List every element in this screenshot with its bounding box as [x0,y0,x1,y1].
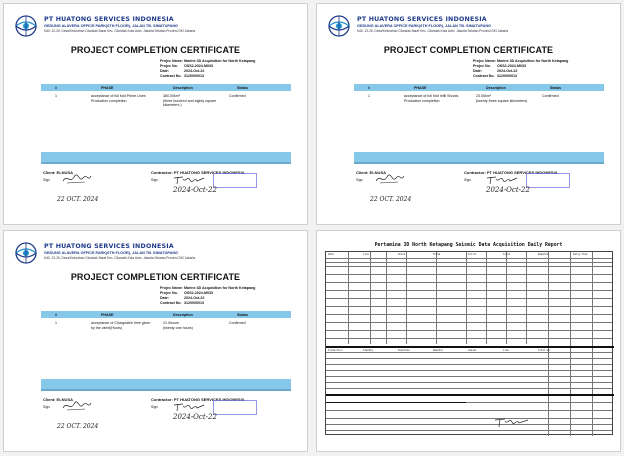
meta-key: Projec No. [160,64,178,68]
table-row [41,91,291,111]
company-name: PT HUATONG SERVICES INDONESIA [357,16,487,23]
col-description: Description [486,85,506,90]
report-cell-label: Remarks [538,253,549,256]
meta-value: Marine 3D Acquisition for North Ketapang [184,59,256,63]
report-cell-label: Crew [503,349,509,352]
report-cell-label: Line [363,253,369,256]
company-logo-icon [14,14,38,38]
meta-value: OSS2-2024-M033 [497,64,526,68]
report-cell-label: Shots [398,253,406,256]
project-meta [160,59,255,79]
table-footer-band [354,152,604,162]
company-address-line2: KAV. 22-26, Desa/Kelurahan Cilandak Barat Kec. Cilandak,Kota Adm. Jakarta Selatan,Provinsi DKI Jakarta [44,256,196,260]
company-address-line1: GEDUNG ALAVERA OFFICE PARK(6TH FLOOR), JALAN TB. SIMATUPANG [357,24,492,28]
col-phase: PHASE [414,85,427,90]
daily-report-page [316,230,621,452]
grid-line [370,252,371,344]
letterhead [44,243,294,260]
meta-value: 3120000013 [184,74,204,78]
row-no: 1 [368,94,370,98]
client-signature-scribble [61,400,93,412]
row-no: 1 [55,321,57,325]
company-stamp [213,400,257,415]
report-cell-label: Daily Time [573,253,588,256]
client-handwritten-date: 22 OCT. 2024 [57,423,99,430]
grid-band [326,346,614,348]
meta-key: Date: [160,296,169,300]
contractor-signature-scribble [173,173,207,185]
company-name: PT HUATONG SERVICES INDONESIA [44,243,174,250]
report-title: Pertamina 3D North Ketapang Seismic Data Acquisition Daily Report [374,243,563,248]
report-cell-label: Prime [433,253,441,256]
table-footer-line [41,389,291,391]
certificate-title: PROJECT COMPLETION CERTIFICATE [70,45,241,55]
table-header [41,311,291,318]
sign-label: Sign: [356,178,364,182]
col-no: # [368,85,370,90]
col-status: Status [550,85,561,90]
client-name: Client: ELNUSA [43,170,73,175]
contractor-signature-scribble [173,400,207,412]
col-no: # [55,312,57,317]
sign-label: Sign: [43,405,51,409]
meta-value: 3120000013 [184,301,204,305]
meta-key: Contract No. [160,301,182,305]
contractor-handwritten-date: 2024-Oct-22 [173,186,217,194]
col-no: # [55,85,57,90]
table-row [41,318,291,338]
client-signature-scribble [374,173,406,185]
report-table [325,251,613,435]
client-name: Client: ELNUSA [43,397,73,402]
contractor-name: Contractor: PT HUATONG SERVICES INDONESIA [151,170,245,175]
report-cell-label: Production [328,349,343,352]
row-no: 1 [55,94,57,98]
row-description: 23.00km² (twenty three square kilometers) [476,94,528,103]
grid-line [570,252,571,436]
certificate-page-3 [3,230,308,452]
project-meta [473,59,568,79]
contractor-signature-scribble [486,173,520,185]
grid-band [326,394,614,396]
contractor-name: Contractor: PT HUATONG SERVICES INDONESIA [464,170,558,175]
table-row [354,91,604,111]
contractor-handwritten-date: 2024-Oct-22 [173,413,217,421]
company-address-line2: KAV. 22-26, Desa/Kelurahan Cilandak Barat Kec. Cilandak,Kota Adm. Jakarta Selatan,Provinsi DKI Jakarta [44,29,196,33]
row-description: 380.00km² (three hundred and eighty square kilometers ) [163,94,217,107]
client-handwritten-date: 22 OCT. 2024 [370,196,412,203]
sign-label: Sign: [464,178,472,182]
meta-value: 2024-Oct-22 [184,296,205,300]
contractor-handwritten-date: 2024-Oct-22 [486,186,530,194]
client-signature-scribble [61,173,93,185]
meta-value: OSS2-2024-M033 [184,64,213,68]
col-status: Status [237,312,248,317]
table-footer-line [354,162,604,164]
grid-line [592,252,593,436]
report-cell-label: Vessel [468,349,477,352]
company-stamp [526,173,570,188]
phase-table [354,84,604,111]
report-cell-label: Date [328,253,334,256]
grid-band [326,402,466,403]
grid-line [348,252,349,344]
grid-line [406,252,407,344]
meta-value: Marine 3D Acquisition for North Ketapang [184,286,256,290]
row-phase: acceptance of Chargeable time given by the client(Hours) [91,321,151,330]
project-meta [160,286,255,306]
col-description: Description [173,85,193,90]
report-cell-label: Total [503,253,511,256]
grid-line [486,252,487,344]
report-cell-label: Infill [468,253,477,256]
meta-key: Projec Name: [160,286,183,290]
meta-value: 3120000013 [497,74,517,78]
report-cell-label: Weather [433,349,444,352]
report-signature-scribble [494,414,530,428]
col-phase: PHASE [101,85,114,90]
meta-key: Projec No. [473,64,491,68]
company-stamp [213,173,257,188]
phase-table [41,84,291,111]
company-address-line1: GEDUNG ALAVERA OFFICE PARK(6TH FLOOR), JALAN TB. SIMATUPANG [44,24,179,28]
grid-line [436,252,437,344]
meta-key: Projec No. [160,291,178,295]
company-logo-icon [327,14,351,38]
meta-value: 2024-Oct-22 [184,69,205,73]
grid-line [526,252,527,344]
row-status: Confirmed [542,94,559,98]
meta-value: OSS2-2024-M033 [184,291,213,295]
col-description: Description [173,312,193,317]
certificate-title: PROJECT COMPLETION CERTIFICATE [70,272,241,282]
contractor-name: Contractor: PT HUATONG SERVICES INDONESIA [151,397,245,402]
meta-key: Contract No. [160,74,182,78]
report-cell-label: Total km² [538,349,551,352]
letterhead [44,16,294,33]
meta-value: Marine 3D Acquisition for North Ketapang [497,59,569,63]
sign-label: Sign: [151,405,159,409]
grid-line [548,252,549,436]
col-phase: PHASE [101,312,114,317]
company-address-line1: GEDUNG ALAVERA OFFICE PARK(6TH FLOOR), JALAN TB. SIMATUPANG [44,251,179,255]
company-logo-icon [14,241,38,265]
col-status: Status [237,85,248,90]
report-cell-label: Standby [363,349,374,352]
grid-line [506,252,507,344]
sign-label: Sign: [151,178,159,182]
report-cell-label: Downtime [398,349,410,352]
certificate-title: PROJECT COMPLETION CERTIFICATE [383,45,554,55]
meta-key: Date: [473,69,482,73]
sign-label: Sign: [43,178,51,182]
meta-key: Projec Name: [473,59,496,63]
row-status: Confirmed [229,321,246,325]
meta-key: Contract No. [473,74,495,78]
meta-key: Date: [160,69,169,73]
company-name: PT HUATONG SERVICES INDONESIA [44,16,174,23]
row-status: Confirmed [229,94,246,98]
letterhead [357,16,607,33]
client-name: Client: ELNUSA [356,170,386,175]
certificate-page-2 [316,3,621,225]
table-header [41,84,291,91]
table-header [354,84,604,91]
row-phase: acceptance of full fold Prime Lines Production completion [91,94,146,103]
table-footer-band [41,379,291,389]
grid-line [386,252,387,344]
table-footer-line [41,162,291,164]
company-address-line2: KAV. 22-26, Desa/Kelurahan Cilandak Barat Kec. Cilandak,Kota Adm. Jakarta Selatan,Provinsi DKI Jakarta [357,29,509,33]
row-description: 21.0hours (twenty one hours) [163,321,193,330]
client-handwritten-date: 22 OCT. 2024 [57,196,99,203]
table-footer-band [41,152,291,162]
phase-table [41,311,291,338]
meta-key: Projec Name: [160,59,183,63]
certificate-page-1 [3,3,308,225]
grid-line [466,252,467,344]
meta-value: 2024-Oct-22 [497,69,518,73]
row-phase: acceptance of full fold Infill Shoots Production completion [404,94,459,103]
